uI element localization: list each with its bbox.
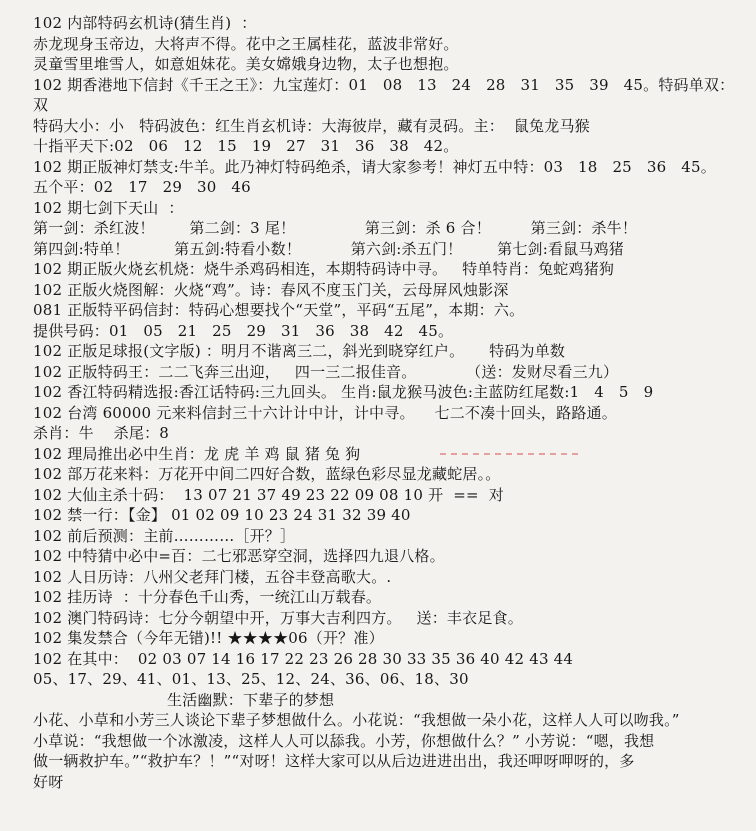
text-line: 特码大小：小 特码波色：红生肖玄机诗：大海彼岸，藏有灵码。主： 鼠兔龙马猴 (33, 116, 590, 135)
text-line: 102 理局推出必中生肖：龙 虎 羊 鸡 鼠 猪 兔 狗 (33, 444, 748, 465)
text-line: 102 正版足球报(文字版) ：明月不谐离三二，斜光到晓穿红户。 特码为单数 (33, 342, 566, 360)
text-line: 102 期正版神灯禁支:牛羊。此乃神灯特码绝杀，请大家参考！神灯五中特：03 18 25 36 45。 (33, 157, 716, 176)
text-line: 102 禁一行：【金】 01 02 09 10 23 24 31 32 39 40 (33, 506, 411, 524)
text-line: 102 中特猜中必中=百：二七邪恶穿空洞，选择四九退八格。 (33, 547, 445, 565)
text-line: 102 在其中： 02 03 07 14 16 17 22 23 26 28 30 33 35 36 40 42 43 44 (33, 649, 574, 668)
text-line: 102 香江特码精选报:香江话特码:三九回头。 生肖:鼠龙猴马波色:主蓝防红尾数:1 4 5 9 (33, 383, 654, 401)
text-line: 05、17、29、41、01、13、25、12、24、36、06、18、30 (33, 670, 469, 688)
text-line: 十指平天下:02 06 12 15 19 27 31 36 38 42。 (33, 137, 459, 155)
text-line: 102 集发禁合（今年无错)!! ★★★★06（开？准） (33, 629, 384, 647)
text-line: 灵童雪里堆雪人，如意姐妹花。美女嫦娥身边物，太子也想抱。 (33, 55, 459, 73)
text-line: 小花、小草和小芳三人谈论下辈子梦想做什么。小花说：“我想做一朵小花，这样人人可以吻我。” (33, 711, 680, 729)
text-line: 102 正版火烧图解：火烧“鸡”。诗：春风不度玉门关，云母屏风烛影深 (33, 280, 509, 299)
text-line: 081 正版特平码信封：特码心想要找个“天堂”，平码“五尾”，本期：六。 (33, 301, 525, 319)
text-line: 第一剑：杀红波！ 第二剑：3 尾！ 第三剑：杀 6 合！ 第三剑：杀牛！ (33, 219, 638, 237)
text-line: 102 期正版火烧玄机烧：烧牛杀鸡码相连，本期特码诗中寻。 特单特肖：兔蛇鸡猪狗 (33, 260, 615, 278)
text-line: 102 期七剑下天山 ： (33, 198, 184, 217)
text-line: 102 正版特码王：二二飞奔三出迎， 四一三二报佳音。 （送：发财尽看三九） (33, 362, 619, 381)
text-line: 102 台湾 60000 元来料信封三十六计计中计，计中寻。 七二不凑十回头，路路通。 (33, 403, 617, 422)
text-line: 五个平：02 17 29 30 46 (33, 178, 251, 196)
text-line: 好呀 (33, 772, 64, 791)
text-line: 102 澳门特码诗：七分今朝望中开，万事大吉利四方。 送：丰衣足食。 (33, 608, 523, 627)
text-line: 生活幽默：下辈子的梦想 (167, 690, 335, 709)
text-line: 102 部万花来料：万花开中间二四好合数，蓝绿色彩尽显龙藏蛇居。。 (33, 465, 501, 483)
text-line: 小草说：“我想做一个冰激凌，这样人人可以舔我。小芳，你想做什么？” 小芳说：“嗯，我想 (33, 731, 655, 750)
text-line: 双 (33, 96, 49, 114)
text-line: 做一辆救护车。”“救护车？！”“对呀！这样大家可以从后边进进出出，我还呷呀呷呀的，多 (33, 752, 635, 770)
text-line: 杀肖：牛 杀尾：8 (33, 424, 170, 442)
text-line: 102 挂历诗 ：十分春色千山秀，一统江山万载春。 (33, 588, 382, 606)
text-line: 102 大仙主杀十码： 13 07 21 37 49 23 22 09 08 10 开 == 对 (33, 485, 504, 504)
text-line: 102 人日历诗：八州父老拜门楼，五谷丰登高歌大。. (33, 567, 392, 586)
text-line: 102 期香港地下信封《千王之王》：九宝莲灯：01 08 13 24 28 31 35 39 45。特码单双： (33, 75, 735, 94)
text-line: 提供号码：01 05 21 25 29 31 36 38 42 45。 (33, 321, 454, 340)
text-line: 赤龙现身玉帝边，大将声不得。花中之王属桂花，蓝波非常好。 (33, 34, 459, 53)
text-line: 102 内部特码玄机诗(猜生肖) ： (33, 14, 257, 32)
document-body (33, 13, 748, 792)
text-line: 102 前后预测：主前…………［开？］ (33, 526, 296, 545)
text-line: 第四剑:特单！ 第五剑:特看小数！ 第六剑:杀五门！ 第七剑:看鼠马鸡猪 (33, 239, 624, 258)
